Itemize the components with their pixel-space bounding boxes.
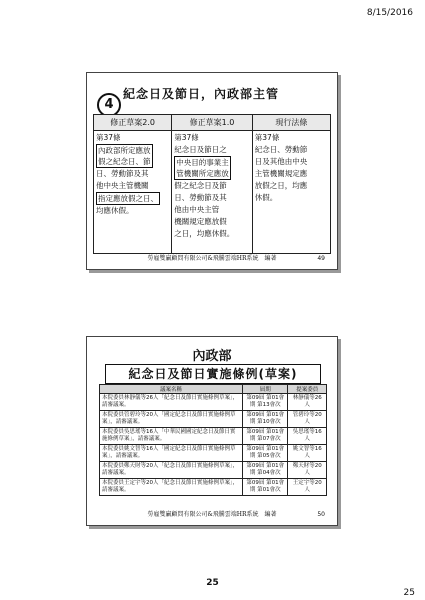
table-row bbox=[100, 394, 327, 411]
text-line: 他中央主管機關 bbox=[96, 181, 149, 190]
proposer-cell: 林靜儀等26人 bbox=[288, 394, 327, 411]
slide-page-number: 49 bbox=[317, 255, 325, 262]
column-header-current-law: 現行法條 bbox=[252, 115, 330, 131]
session-cell: 第09屆 第01會期 第04會次 bbox=[243, 462, 288, 479]
text-line: 中央目的事業主 bbox=[176, 158, 229, 167]
text-line: 紀念日、勞動節 bbox=[254, 145, 308, 154]
text-line: 日及其他由中央 bbox=[254, 157, 308, 166]
slide-49 bbox=[86, 72, 338, 270]
column-header-session: 屆期 bbox=[243, 385, 288, 394]
draft-2-cell bbox=[94, 131, 172, 254]
text-line: 主管機關規定應 bbox=[254, 169, 308, 178]
text-line: 管機關所定應放 bbox=[176, 169, 229, 178]
table-row bbox=[100, 479, 327, 496]
highlighted-text bbox=[174, 156, 231, 180]
bill-table bbox=[99, 384, 327, 496]
text-line: 假之紀念日及節 bbox=[174, 181, 227, 190]
text-line: 機關規定應放假 bbox=[174, 217, 227, 226]
table-row bbox=[100, 462, 327, 479]
bill-name-cell: 本院委員王定宇等20人「紀念日及節日實施條例草案」，請審議案。 bbox=[100, 479, 243, 496]
bill-name-cell: 本院委員吳思瑤等16人「中華民國國定紀念日及節日實施條例草案」，請審議案。 bbox=[100, 428, 243, 445]
text-line: 休假。 bbox=[254, 193, 278, 202]
proposer-cell: 吳思瑤等16人 bbox=[288, 428, 327, 445]
bill-name-cell: 本院委員管碧玲等20人「國定紀念日及節日實施條例草案」，請審議案。 bbox=[100, 411, 243, 428]
page-number-center: 25 bbox=[206, 578, 219, 588]
slide-title: 紀念日及節日實施條例(草案) bbox=[105, 364, 321, 384]
slide-footer: 勞雇雙贏顧問有限公司&飛騰雲端HR系統 編著 bbox=[147, 511, 277, 518]
bill-name-cell: 本院委員姚文智等16人「國定紀念日及節日實施條例草案」，請審議案。 bbox=[100, 445, 243, 462]
text-line: 日、勞動節及其 bbox=[96, 169, 149, 178]
session-cell: 第09屆 第01會期 第01會次 bbox=[243, 479, 288, 496]
highlighted-text bbox=[96, 144, 153, 168]
session-cell: 第09屆 第01會期 第05會次 bbox=[243, 445, 288, 462]
proposer-cell: 姚文智等16人 bbox=[288, 445, 327, 462]
bill-name-cell: 本院委員鄭天財等20人「紀念日及節日實施條例草案」，請審議案。 bbox=[100, 462, 243, 479]
session-cell: 第09屆 第01會期 第07會次 bbox=[243, 428, 288, 445]
text-line: 日、勞動節及其 bbox=[174, 193, 227, 202]
print-date: 8/15/2016 bbox=[366, 8, 413, 18]
slide-heading: 內政部 bbox=[192, 349, 232, 364]
text-line: 他由中央主管 bbox=[174, 205, 220, 214]
current-law-cell bbox=[252, 131, 330, 254]
slide-page-number: 50 bbox=[317, 511, 325, 518]
draft-1-cell bbox=[172, 131, 253, 254]
article-label: 第37條 bbox=[96, 133, 121, 142]
session-cell: 第09屆 第01會期 第13會次 bbox=[243, 394, 288, 411]
slide-title bbox=[105, 85, 279, 102]
text-line: 內政部所定應放 bbox=[98, 146, 151, 155]
bill-name-cell: 本院委員林靜儀等26人「紀念日及節日實施條例草案」，請審議案。 bbox=[100, 394, 243, 411]
text-line: 假之紀念日、節 bbox=[98, 157, 151, 166]
text-line: 紀念日及節日之 bbox=[174, 145, 227, 154]
column-header-proposer: 提案委員 bbox=[288, 385, 327, 394]
table-row bbox=[100, 411, 327, 428]
session-cell: 第09屆 第01會期 第10會次 bbox=[243, 411, 288, 428]
text-line: 之日，均應休假。 bbox=[174, 229, 235, 238]
slide-footer: 勞雇雙贏顧問有限公司&飛騰雲端HR系統 編著 bbox=[147, 255, 277, 262]
article-label: 第37條 bbox=[254, 133, 280, 142]
column-header-draft-2: 修正草案2.0 bbox=[94, 115, 172, 131]
column-header-draft-1: 修正草案1.0 bbox=[172, 115, 253, 131]
highlighted-text: 指定應放假之日、 bbox=[98, 194, 158, 203]
slide-50 bbox=[86, 336, 338, 526]
page-number-right: 25 bbox=[403, 588, 415, 598]
text-line: 放假之日，均應 bbox=[254, 181, 308, 190]
comparison-table bbox=[93, 114, 331, 254]
proposer-cell: 鄭天財等20人 bbox=[288, 462, 327, 479]
text-line: 均應休假。 bbox=[96, 206, 134, 215]
slide-number-badge: 4 bbox=[97, 93, 121, 117]
slide-title-text: 紀念日及節日，內政部主管 bbox=[123, 87, 280, 101]
proposer-cell: 管碧玲等20人 bbox=[288, 411, 327, 428]
table-row bbox=[100, 428, 327, 445]
column-header-bill-name: 議案名稱 bbox=[100, 385, 243, 394]
proposer-cell: 王定宇等20人 bbox=[288, 479, 327, 496]
article-label: 第37條 bbox=[174, 133, 199, 142]
table-row bbox=[100, 445, 327, 462]
